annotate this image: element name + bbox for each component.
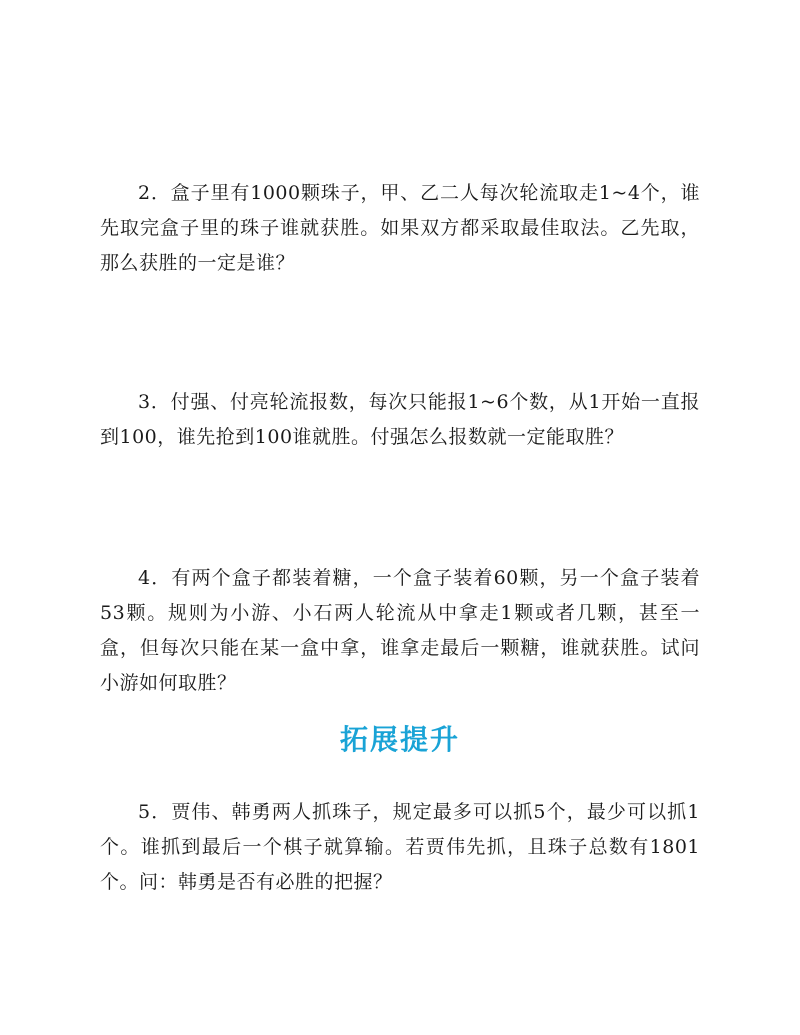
section-title: 拓展提升 — [339, 723, 460, 756]
problem-5: 5．贾伟、韩勇两人抓珠子，规定最多可以抓5个，最少可以抓1个。谁抓到最后一个棋子就算输。若贾伟先抓，且珠子总数有1801个。问：韩勇是否有必胜的把握？ — [100, 801, 700, 893]
problem-4: 4．有两个盒子都装着糖，一个盒子装着60颗，另一个盒子装着53颗。规则为小游、小石两人轮流从中拿走1颗或者几颗，甚至一盒，但每次只能在某一盒中拿，谁拿走最后一颗糖，谁就获胜。试问小游如何取胜？ — [100, 567, 700, 694]
problem-3: 3．付强、付亮轮流报数，每次只能报1~6个数，从1开始一直报到100，谁先抢到100谁就胜。付强怎么报数就一定能取胜？ — [100, 391, 700, 448]
problem-2: 2．盒子里有1000颗珠子，甲、乙二人每次轮流取走1~4个，谁先取完盒子里的珠子谁就获胜。如果双方都采取最佳取法。乙先取，那么获胜的一定是谁？ — [100, 182, 700, 274]
